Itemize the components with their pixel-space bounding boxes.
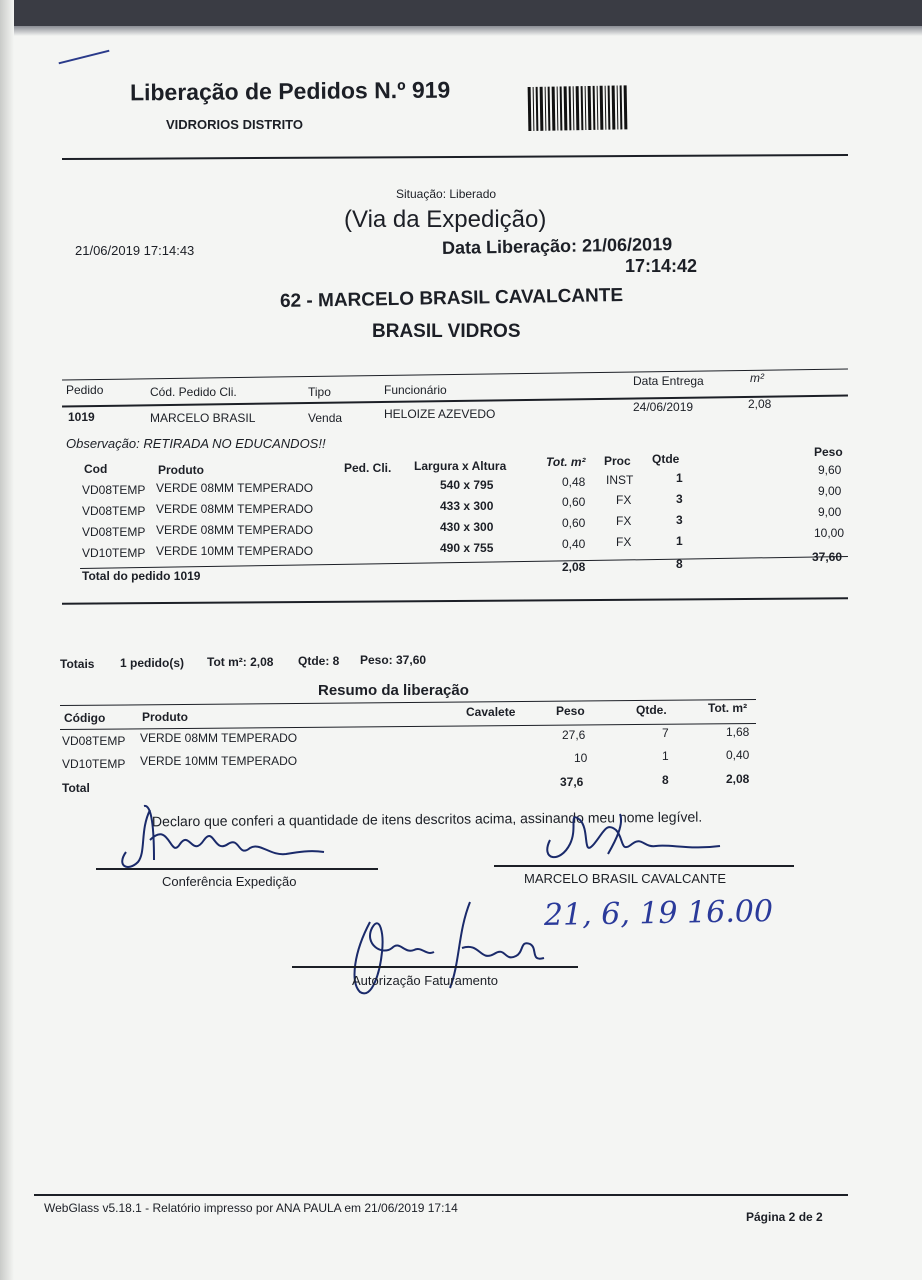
photo-top-edge [0, 0, 922, 26]
declaration-text: Declaro que conferi a quantidade de itens descritos acima, assinando meu nome legível. [151, 808, 703, 830]
val-data-entrega: 24/06/2019 [633, 400, 694, 414]
conferencia-label: Conferência Expedição [162, 874, 297, 889]
totais-qtde: Qtde: 8 [298, 654, 340, 668]
resumo-row-tot: 0,40 [726, 748, 750, 762]
item-col-tot: Tot. m² [546, 455, 586, 469]
totais-label: Totais [60, 657, 95, 671]
resumo-row-qtde: 7 [662, 726, 669, 740]
col-tipo: Tipo [308, 385, 331, 399]
footer-line [34, 1194, 848, 1196]
data-liberacao: Data Liberação: 21/06/2019 [441, 233, 673, 259]
item-col-peso: Peso [814, 445, 843, 459]
signature-client [520, 800, 740, 870]
item-row-qtde: 3 [676, 492, 683, 506]
item-row-produto: VERDE 08MM TEMPERADO [156, 481, 314, 495]
items-total-tot: 2,08 [562, 560, 586, 574]
item-row-proc: FX [616, 514, 632, 528]
item-row-proc: FX [616, 493, 632, 507]
resumo-header-line [60, 723, 756, 730]
item-row-proc: INST [606, 473, 634, 487]
resumo-col-codigo: Código [64, 711, 106, 725]
item-row-qtde: 3 [676, 513, 683, 527]
resumo-row-peso: 27,6 [562, 728, 586, 742]
item-row-produto: VERDE 08MM TEMPERADO [156, 502, 314, 516]
col-funcionario: Funcionário [384, 383, 447, 397]
order-top-line [62, 369, 848, 381]
data-liberacao-time: 17:14:42 [625, 256, 698, 276]
photo-left-edge [0, 0, 14, 1280]
item-row-qtde: 1 [676, 534, 683, 548]
resumo-total-tot: 2,08 [726, 772, 750, 786]
item-row-dims: 433 x 300 [440, 499, 494, 513]
item-row-cod: VD08TEMP [82, 504, 146, 518]
items-total-peso: 37,60 [812, 550, 843, 564]
items-bottom-line [62, 597, 848, 604]
company-name: VIDRORIOS DISTRITO [166, 117, 303, 132]
totais-pedidos: 1 pedido(s) [120, 656, 185, 670]
item-row-peso: 9,60 [818, 463, 842, 477]
printed-at: 21/06/2019 17:14:43 [75, 243, 195, 258]
col-data-entrega: Data Entrega [633, 374, 704, 388]
item-row-cod: VD10TEMP [82, 546, 146, 560]
item-col-ped-cli: Ped. Cli. [344, 461, 392, 475]
col-cod-cli: Cód. Pedido Cli. [150, 385, 237, 399]
item-row-peso: 9,00 [818, 484, 842, 498]
item-row-tot: 0,60 [562, 495, 586, 509]
resumo-total-qtde: 8 [662, 773, 669, 787]
item-row-dims: 430 x 300 [440, 520, 494, 534]
resumo-col-produto: Produto [142, 710, 188, 724]
col-pedido: Pedido [66, 383, 104, 397]
resumo-row-qtde: 1 [662, 749, 669, 763]
signature-line-faturamento [292, 966, 578, 968]
pen-mark [59, 50, 110, 65]
items-total-qtde: 8 [676, 557, 683, 571]
item-col-qtde: Qtde [652, 452, 680, 466]
resumo-row-codigo: VD08TEMP [62, 734, 126, 748]
col-m2: m² [750, 371, 764, 385]
resumo-col-tot: Tot. m² [708, 701, 748, 715]
item-row-produto: VERDE 10MM TEMPERADO [156, 544, 314, 558]
signature-line-conferencia [96, 868, 378, 870]
totais-tot-m2: Tot m²: 2,08 [207, 655, 274, 669]
resumo-row-codigo: VD10TEMP [62, 757, 126, 771]
val-m2: 2,08 [748, 397, 772, 411]
resumo-col-qtde: Qtde. [636, 703, 667, 717]
situacao: Situação: Liberado [396, 187, 497, 201]
item-col-produto: Produto [158, 463, 204, 477]
val-pedido: 1019 [68, 410, 95, 424]
totais-peso: Peso: 37,60 [360, 653, 427, 667]
via-label: (Via da Expedição) [344, 206, 547, 233]
handwritten-date: 21, 6, 19 16.00 [543, 894, 774, 933]
header-divider [62, 154, 848, 160]
item-col-cod: Cod [84, 462, 108, 476]
item-row-tot: 0,40 [562, 537, 586, 551]
client-name-label: MARCELO BRASIL CAVALCANTE [524, 871, 727, 886]
val-funcionario: HELOIZE AZEVEDO [384, 407, 496, 421]
resumo-row-tot: 1,68 [726, 725, 750, 739]
item-row-peso: 10,00 [814, 526, 845, 540]
resumo-row-produto: VERDE 08MM TEMPERADO [140, 731, 298, 745]
item-row-cod: VD08TEMP [82, 483, 146, 497]
item-row-proc: FX [616, 535, 632, 549]
val-tipo: Venda [308, 411, 343, 425]
item-row-dims: 490 x 755 [440, 541, 494, 555]
val-cod-cli: MARCELO BRASIL [150, 411, 256, 425]
items-total-label: Total do pedido 1019 [82, 569, 201, 583]
resumo-total-label: Total [62, 781, 90, 795]
observacao: Observação: RETIRADA NO EDUCANDOS!! [66, 436, 326, 451]
footer-page: Página 2 de 2 [746, 1210, 823, 1224]
resumo-row-produto: VERDE 10MM TEMPERADO [140, 754, 298, 768]
footer-printed-by: WebGlass v5.18.1 - Relatório impresso por ANA PAULA em 21/06/2019 17:14 [44, 1201, 458, 1215]
signature-line-client [494, 865, 794, 867]
item-row-dims: 540 x 795 [440, 478, 494, 492]
item-row-produto: VERDE 08MM TEMPERADO [156, 523, 314, 537]
resumo-row-peso: 10 [574, 751, 588, 765]
resumo-title: Resumo da liberação [318, 682, 469, 699]
item-col-proc: Proc [604, 454, 631, 468]
resumo-col-cavalete: Cavalete [466, 705, 516, 719]
resumo-col-peso: Peso [556, 704, 585, 718]
item-row-tot: 0,48 [562, 475, 586, 489]
autorizacao-label: Autorização Faturamento [352, 973, 498, 988]
report-title: Liberação de Pedidos N.º 919 [129, 76, 451, 106]
item-row-qtde: 1 [676, 471, 683, 485]
client-line: 62 - MARCELO BRASIL CAVALCANTE [279, 285, 624, 312]
item-col-dims: Largura x Altura [414, 459, 507, 473]
resumo-total-peso: 37,6 [560, 775, 584, 789]
item-row-peso: 9,00 [818, 505, 842, 519]
item-row-cod: VD08TEMP [82, 525, 146, 539]
client-company: BRASIL VIDROS [372, 321, 521, 342]
item-row-tot: 0,60 [562, 516, 586, 530]
barcode [528, 85, 649, 131]
